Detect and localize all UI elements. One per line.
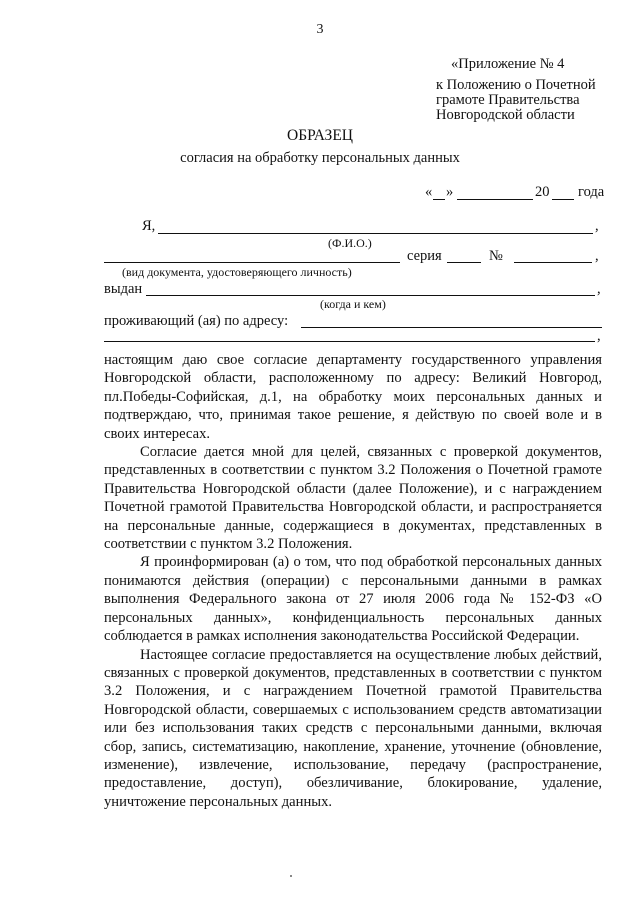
- issued-caption: (когда и кем): [320, 297, 386, 311]
- year-suffix: года: [578, 184, 605, 200]
- series-field[interactable]: [447, 262, 481, 263]
- date-quote-open: «: [425, 184, 433, 200]
- paragraph-actions: Настоящее согласие предоставляется на осуществление любых действий, связанных с проверкой документов, представленных в соответствии с пунктом 3.2 Положения, и с награждением Почетной грамотой Правительства Новгородской области, совершаемых с использованием средств автоматизации или без использования таких средств с персональными данными, включая сбор, запись, систематизацию, накопление, хранение, уточнение (обновление, изменение), извлечение, использование, передачу (распространение, предоставление, доступ), обезличивание, блокирование, удаление, уничтожение персональных данных.: [104, 646, 602, 810]
- address-field-line-2[interactable]: [104, 341, 595, 342]
- address-field[interactable]: [301, 327, 602, 328]
- document-subtitle: согласия на обработку персональных данных: [180, 150, 460, 166]
- number-label: №: [489, 248, 503, 264]
- scan-speck: [290, 875, 292, 877]
- i-label: Я,: [142, 218, 156, 234]
- fio-comma: ,: [595, 218, 599, 234]
- number-comma: ,: [595, 248, 599, 264]
- day-blank[interactable]: [433, 199, 445, 200]
- series-label: серия: [407, 248, 442, 264]
- appendix-line-2: к Положению о Почетной: [436, 77, 596, 93]
- issued-label: выдан: [104, 281, 143, 297]
- consent-body: [104, 351, 602, 811]
- appendix-line-1: «Приложение № 4: [451, 56, 565, 72]
- appendix-line-4: Новгородской области: [436, 107, 575, 123]
- appendix-line-3: грамоте Правительства: [436, 92, 580, 108]
- date-quote-close: »: [446, 184, 454, 200]
- document-caption: (вид документа, удостоверяющего личность): [122, 265, 352, 279]
- month-blank[interactable]: [457, 199, 533, 200]
- address-label: проживающий (ая) по адресу:: [104, 313, 289, 329]
- page-number: 3: [316, 22, 324, 37]
- issued-field[interactable]: [146, 295, 595, 296]
- issued-comma: ,: [597, 281, 601, 297]
- paragraph-consent: настоящим даю свое согласие департаменту государственного управления Новгородской области, расположенному по адресу: Великий Новгород, пл.Победы-Софийская, д.1, на обработку моих персональных данных и подтверждаю, что, принимая такое решение, я действую по своей воле и в своих интересах.: [104, 352, 602, 442]
- fio-caption: (Ф.И.О.): [328, 236, 372, 250]
- year-prefix: 20: [535, 184, 550, 200]
- number-field[interactable]: [514, 262, 592, 263]
- paragraph-informed: Я проинформирован (а) о том, что под обработкой персональных данных понимаются действия (операции) с персональными данными в рамках выполнения Федерального закона от 27 июля 2006 года № 152-ФЗ «О персональных данных», конфиденциальность персональных данных соблюдается в рамках исполнения законодательства Российской Федерации.: [104, 554, 602, 645]
- paragraph-purpose: Согласие дается мной для целей, связанных с проверкой документов, представленных в соответствии с пунктом 3.2 Положения о Почетной грамоте Правительства Новгородской области (далее Положение), и с награждением Почетной грамотой Правительства Новгородской области, и распространяется на персональные данные, содержащиеся в документах, представленных в соответствии с пунктом 3.2 Положения.: [104, 444, 602, 553]
- fio-field[interactable]: [158, 233, 593, 234]
- address-comma: ,: [597, 328, 601, 344]
- year-blank[interactable]: [552, 199, 574, 200]
- document-type-field[interactable]: [104, 262, 400, 263]
- document-title: ОБРАЗЕЦ: [287, 127, 353, 144]
